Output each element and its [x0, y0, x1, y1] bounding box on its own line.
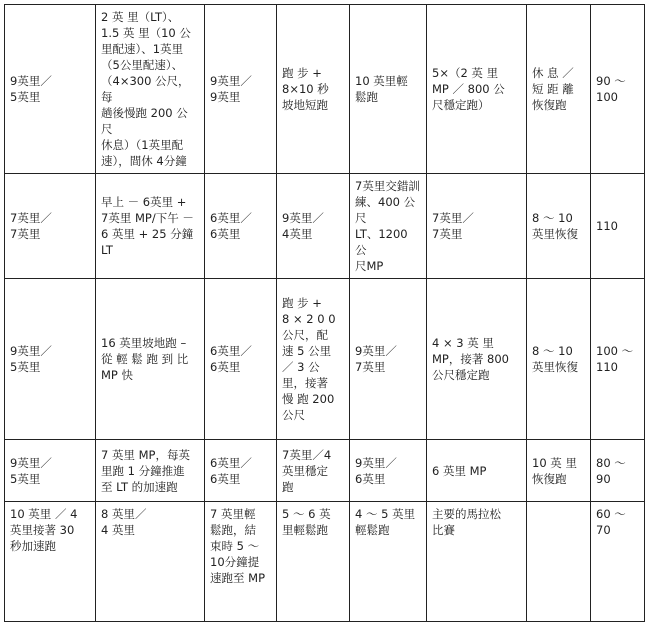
table-cell — [527, 502, 591, 622]
table-cell: 9英里／ 5英里 — [5, 279, 96, 440]
table-cell: 7英里／4 英里穩定 跑 — [277, 440, 350, 502]
table-cell: 9英里／ 4英里 — [277, 174, 350, 279]
table-cell: 主要的馬拉松 比賽 — [427, 502, 527, 622]
table-cell: 9英里／ 5英里 — [5, 5, 96, 174]
table-cell: 9英里／ 7英里 — [350, 279, 427, 440]
table-cell: 7 英里 MP，每英 里跑 1 分鐘推進 至 LT 的加速跑 — [96, 440, 205, 502]
table-cell: 10 英里輕 鬆跑 — [350, 5, 427, 174]
table-cell: 7英里交錯訓 練、400 公尺 LT、1200 公 尺MP — [350, 174, 427, 279]
table-cell: 8 ～ 10 英里恢復 — [527, 174, 591, 279]
table-cell: 7英里／ 7英里 — [5, 174, 96, 279]
table-cell: 5 ～ 6 英 里輕鬆跑 — [277, 502, 350, 622]
table-cell: 9英里／ 6英里 — [350, 440, 427, 502]
table-row — [5, 279, 645, 440]
table-cell: 100 ～ 110 — [591, 279, 645, 440]
table-cell: 跑 步 + 8 × 2 0 0 公尺，配 速 5 公里 ／ 3 公 里，接著 慢 跑 200 公尺 — [277, 279, 350, 440]
table-cell: 6英里／ 6英里 — [205, 279, 277, 440]
table-cell: 110 — [591, 174, 645, 279]
table-cell: 16 英里坡地跑 – 從 輕 鬆 跑 到 比 MP 快 — [96, 279, 205, 440]
table-body — [5, 5, 645, 622]
training-schedule-table — [4, 4, 645, 622]
table-cell: 休 息 ／ 短 距 離 恢復跑 — [527, 5, 591, 174]
table-cell: 9英里／ 9英里 — [205, 5, 277, 174]
table-cell: 7英里／ 7英里 — [427, 174, 527, 279]
table-cell: 80 ～ 90 — [591, 440, 645, 502]
table-cell: 5×（2 英 里 MP ／ 800 公 尺穩定跑） — [427, 5, 527, 174]
table-cell: 10 英 里 恢復跑 — [527, 440, 591, 502]
table-cell: 60 ～ 70 — [591, 502, 645, 622]
table-cell: 6英里／ 6英里 — [205, 174, 277, 279]
table-cell: 4 ～ 5 英里 輕鬆跑 — [350, 502, 427, 622]
table-cell: 早上 － 6英里 + 7英里 MP/下午 － 6 英里 + 25 分鐘 LT — [96, 174, 205, 279]
table-cell: 10 英里 ／ 4 英里接著 30 秒加速跑 — [5, 502, 96, 622]
table-cell: 9英里／ 5英里 — [5, 440, 96, 502]
table-cell: 7 英里輕 鬆跑，結 束時 5 ～ 10分鐘提 速跑至 MP — [205, 502, 277, 622]
table-cell: 2 英 里（LT）、 1.5 英 里（10 公 里配速）、1英里 （5公里配速）、 （4×300 公尺，每 趟後慢跑 200 公尺 休息）（1英里配 速），間休 4分鐘 — [96, 5, 205, 174]
table-cell: 6 英里 MP — [427, 440, 527, 502]
table-row — [5, 502, 645, 622]
table-row — [5, 440, 645, 502]
table-cell: 4 × 3 英 里 MP，接著 800 公尺穩定跑 — [427, 279, 527, 440]
table-cell: 6英里／ 6英里 — [205, 440, 277, 502]
table-cell: 跑 步 + 8×10 秒 坡地短跑 — [277, 5, 350, 174]
table-cell: 8 ～ 10 英里恢復 — [527, 279, 591, 440]
table-cell: 8 英里／ 4 英里 — [96, 502, 205, 622]
table-row — [5, 5, 645, 174]
table-row — [5, 174, 645, 279]
table-cell: 90 ～ 100 — [591, 5, 645, 174]
